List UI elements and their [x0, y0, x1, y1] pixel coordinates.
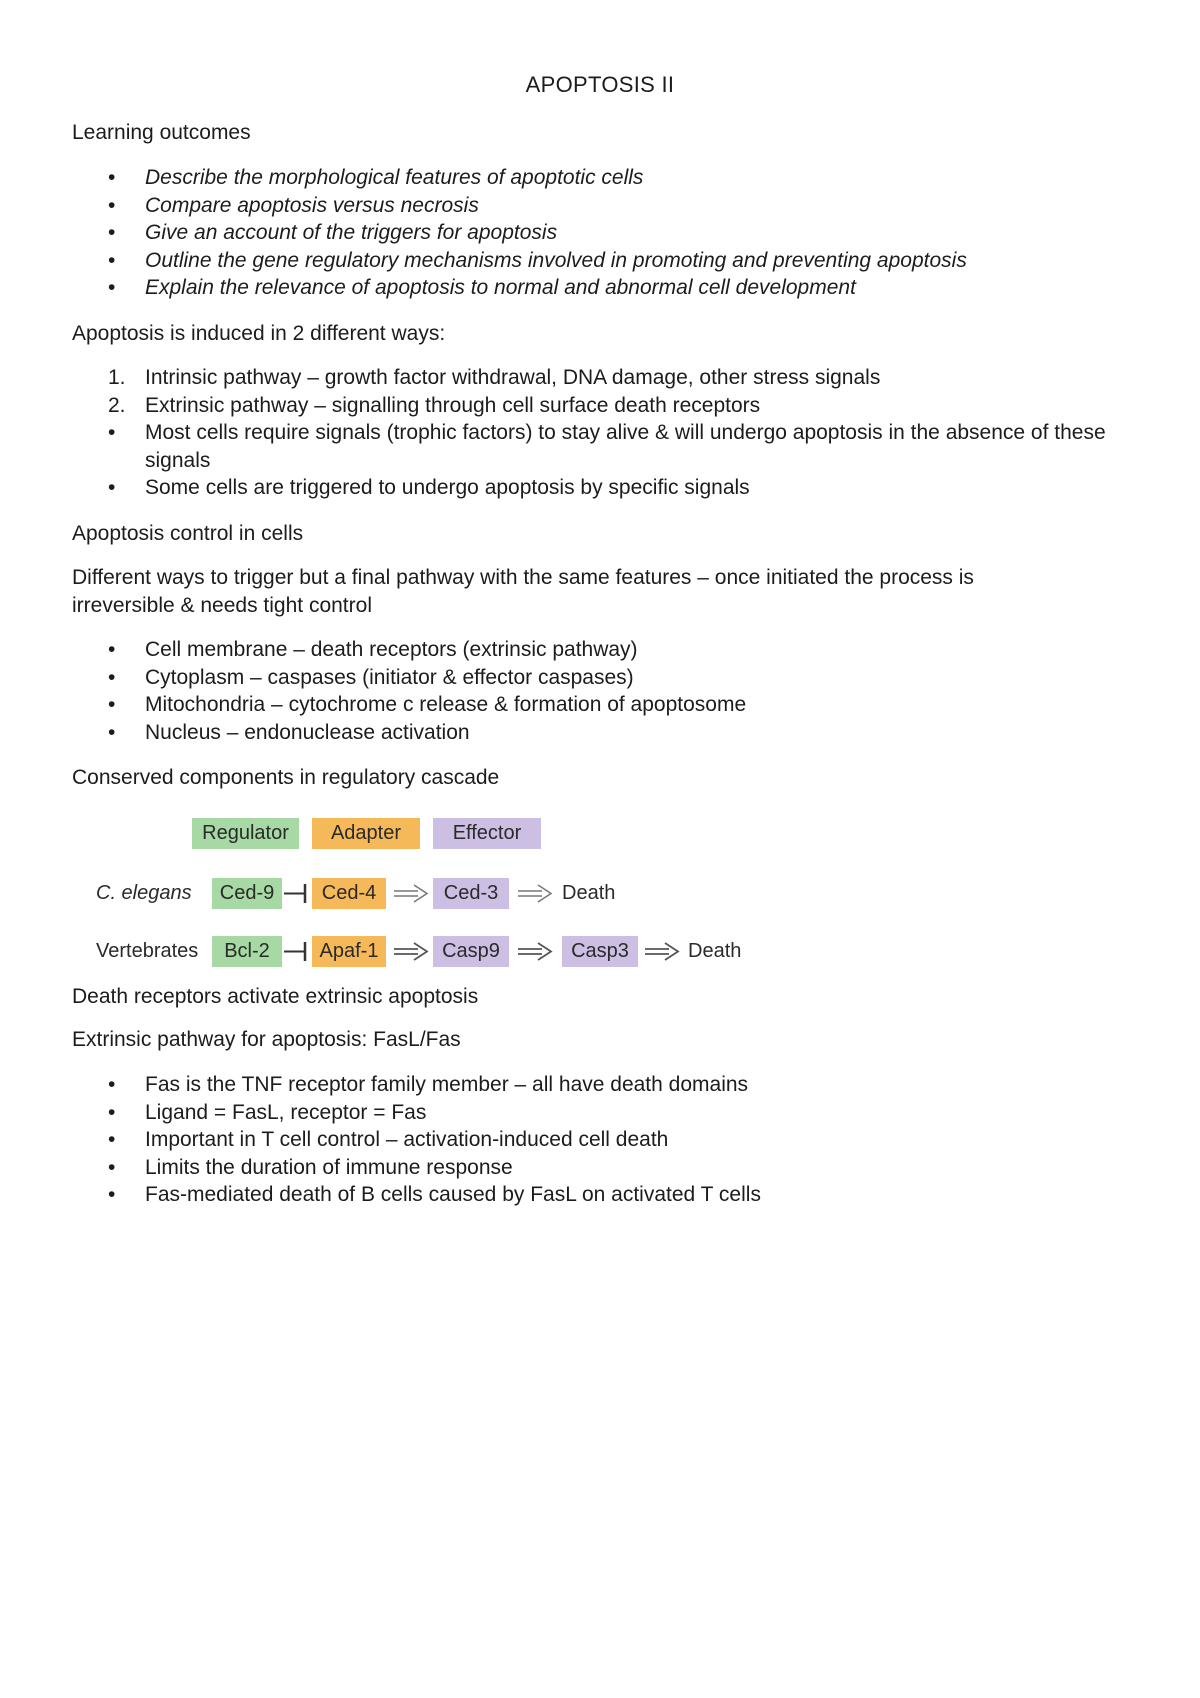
fas-heading: Extrinsic pathway for apoptosis: FasL/Fas: [72, 1028, 461, 1051]
bcl-2-box: Bcl-2: [212, 936, 282, 967]
bullet-icon: •: [108, 193, 116, 217]
list-item: • Fas-mediated death of B cells caused by FasL on activated T cells: [72, 1181, 1112, 1209]
casp9-box: Casp9: [433, 936, 509, 967]
bullet-icon: •: [108, 1128, 116, 1151]
control-paragraph: Different ways to trigger but a final pathway with the same features – once initiated the process is irreversible & needs tight control: [72, 566, 974, 617]
legend-regulator: Regulator: [192, 818, 299, 849]
bullet-icon: •: [108, 1073, 116, 1096]
list-item: • Cytoplasm – caspases (initiator & effector caspases): [72, 664, 1112, 692]
list-item: • Mitochondria – cytochrome c release & formation of apoptosome: [72, 691, 1112, 719]
list-item: 2. Extrinsic pathway – signalling through cell surface death receptors: [108, 393, 761, 417]
ced-3-box: Ced-3: [433, 878, 509, 909]
list-item: • Some cells are triggered to undergo apoptosis by specific signals: [108, 476, 750, 499]
death-label: Death: [562, 882, 616, 904]
list-item: 1. Intrinsic pathway – growth factor withdrawal, DNA damage, other stress signals: [108, 366, 881, 389]
fas-list: [72, 1071, 1112, 1209]
row-label-c-elegans: C. elegans: [96, 882, 192, 904]
bullet-icon: •: [108, 1155, 116, 1179]
bullet-icon: •: [108, 665, 116, 689]
list-item: • Describe the morphological features of apoptotic cells: [72, 164, 1112, 192]
bullet-icon: •: [108, 276, 116, 299]
bullet-icon: •: [108, 1100, 116, 1124]
page-title: APOPTOSIS II: [525, 72, 675, 97]
list-item: • Give an account of the triggers for apoptosis: [72, 219, 1112, 247]
bullet-icon: •: [108, 693, 116, 716]
control-heading: Apoptosis control in cells: [72, 522, 304, 545]
open-arrow-icon: [392, 936, 430, 967]
open-arrow-icon: [516, 936, 554, 967]
ced-4-box: Ced-4: [312, 878, 386, 909]
learning-outcomes-list: [72, 164, 1112, 302]
ced-9-box: Ced-9: [212, 878, 282, 909]
list-item: • Explain the relevance of apoptosis to normal and abnormal cell development: [72, 274, 1112, 302]
list-item: • Compare apoptosis versus necrosis: [72, 192, 1112, 220]
legend-effector: Effector: [433, 818, 541, 849]
bullet-icon: •: [108, 1183, 116, 1206]
bullet-icon: •: [108, 248, 116, 272]
list-item: • Most cells require signals (trophic factors) to stay alive & will undergo apoptosis in the absence of these signals: [108, 421, 1106, 472]
list-item: • Limits the duration of immune response: [72, 1154, 1112, 1182]
regulatory-cascade-diagram: [90, 808, 790, 968]
bullet-icon: •: [108, 221, 116, 244]
bullet-icon: •: [108, 720, 116, 744]
list-item: • Outline the gene regulatory mechanisms involved in promoting and preventing apoptosis: [72, 247, 1112, 275]
conserved-heading: Conserved components in regulatory cascade: [72, 766, 500, 789]
legend-adapter: Adapter: [312, 818, 420, 849]
list-item: • Cell membrane – death receptors (extrinsic pathway): [72, 636, 1112, 664]
apaf-1-box: Apaf-1: [312, 936, 386, 967]
row-label-vertebrates: Vertebrates: [96, 940, 199, 962]
open-arrow-icon: [392, 878, 430, 909]
casp3-box: Casp3: [562, 936, 638, 967]
list-item: • Fas is the TNF receptor family member – all have death domains: [72, 1071, 1112, 1099]
list-item: • Important in T cell control – activation-induced cell death: [72, 1126, 1112, 1154]
death-receptors-heading: Death receptors activate extrinsic apoptosis: [72, 985, 479, 1008]
control-list: [72, 636, 1112, 746]
list-item: • Ligand = FasL, receptor = Fas: [72, 1099, 1112, 1127]
learning-outcomes-heading: Learning outcomes: [72, 121, 251, 144]
open-arrow-icon: [516, 878, 554, 909]
open-arrow-icon: [643, 936, 681, 967]
bullet-icon: •: [108, 638, 116, 661]
inhibition-icon: [282, 936, 310, 967]
list-item: • Nucleus – endonuclease activation: [72, 719, 1112, 747]
bullet-icon: •: [108, 166, 116, 189]
induction-intro: Apoptosis is induced in 2 different ways:: [72, 322, 446, 345]
induction-list: [72, 364, 1112, 502]
inhibition-icon: [282, 878, 310, 909]
death-label: Death: [688, 940, 742, 962]
